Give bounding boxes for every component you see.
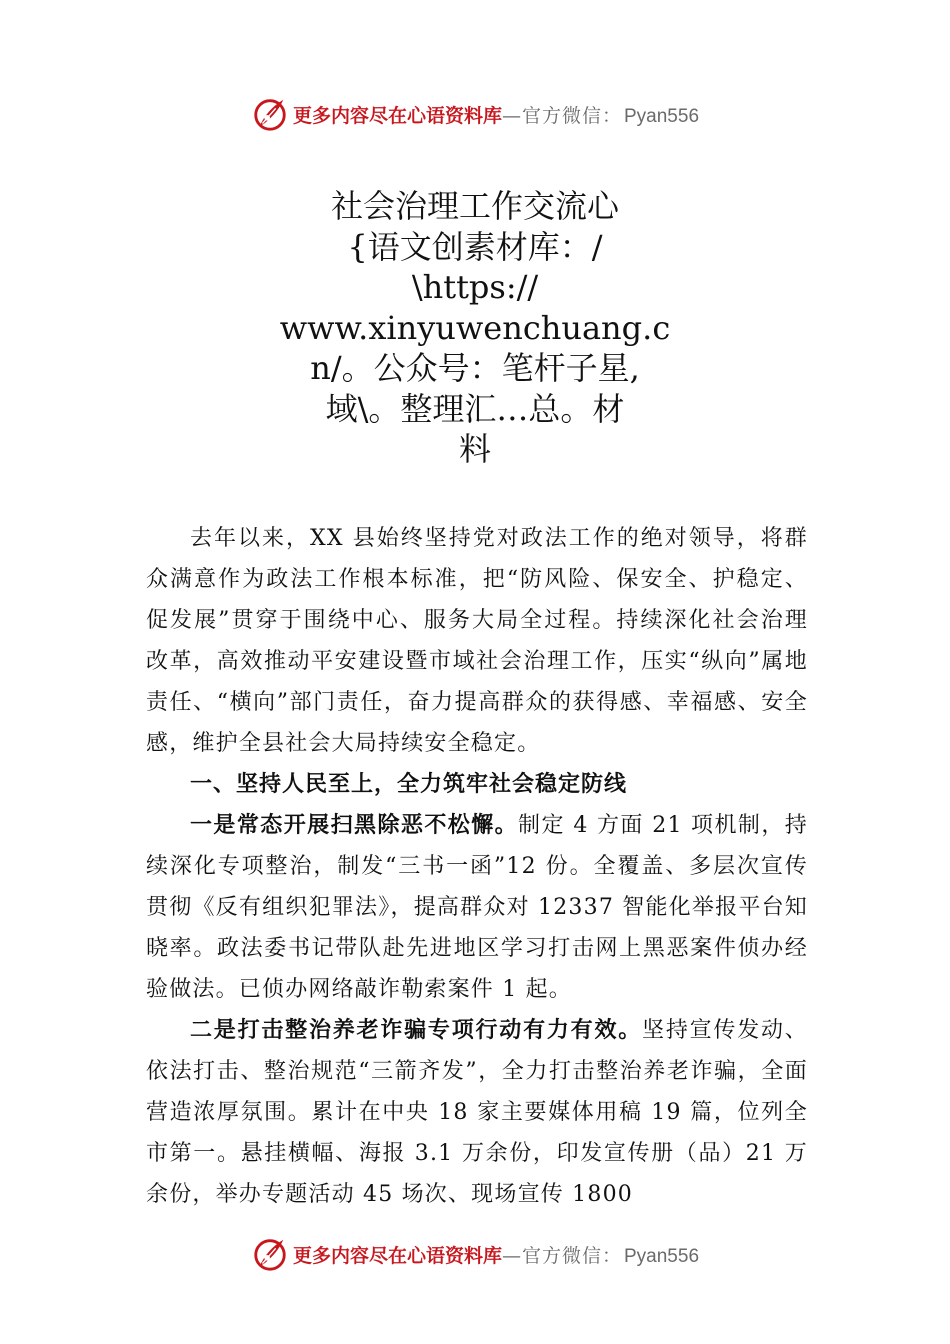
- paragraph-text: 坚持宣传发动、依法打击、整治规范“三箭齐发”，全力打击整治养老诈骗，全面营造浓厚氛围。累计在中央 18 家主要媒体用稿 19 篇，位列全市第一。悬挂横幅、海报 3.1 万余份，印发宣传册（品）21 万余份，举办专题活动 45 场次、现场宣传 1800: [146, 1018, 808, 1207]
- paragraph-lead: 一是常态开展扫黑除恶不松懈。: [190, 812, 519, 838]
- paragraph-anti-gang: [146, 805, 808, 1010]
- banner-library-text: 更多内容尽在心语资料库: [292, 1244, 502, 1267]
- title-line: n/。公众号：笔杆子星,: [310, 349, 640, 387]
- document-body: [146, 518, 808, 1215]
- quill-seal-logo-icon: [251, 95, 289, 133]
- section-heading: 一、坚持人民至上，全力筑牢社会稳定防线: [190, 771, 628, 797]
- banner-wechat-label: —官方微信：: [501, 104, 622, 127]
- title-line: {语文创素材库：/: [347, 227, 603, 266]
- title-line: 料: [458, 430, 491, 468]
- banner-wechat-id: Pyan556: [624, 1245, 700, 1267]
- banner-wechat-id: Pyan556: [624, 105, 700, 127]
- footer-watermark-banner: [0, 1232, 950, 1276]
- intro-paragraph: 去年以来，XX 县始终坚持党对政法工作的绝对领导，将群众满意作为政法工作根本标准，把“防风险、保安全、护稳定、促发展”贯穿于围绕中心、服务大局全过程。持续深化社会治理改革，高效推动平安建设暨市域社会治理工作，压实“纵向”属地责任、“横向”部门责任，奋力提高群众的获得感、幸福感、安全感，维护全县社会大局持续安全稳定。: [146, 526, 808, 756]
- paragraph-elderly-fraud: [146, 1010, 808, 1215]
- banner-wechat-label: —官方微信：: [501, 1244, 622, 1267]
- header-watermark-banner: [0, 92, 950, 136]
- title-line: \https://: [411, 268, 539, 306]
- quill-seal-logo-icon: [251, 1235, 289, 1273]
- document-title: [275, 186, 675, 470]
- title-line: www.xinyuwenchuang.c: [279, 308, 671, 347]
- title-line: 域\。整理汇…总。材: [325, 389, 625, 428]
- paragraph-text: 制定 4 方面 21 项机制，持续深化专项整治，制发“三书一函”12 份。全覆盖、多层次宣传贯彻《反有组织犯罪法》，提高群众对 12337 智能化举报平台知晓率。政法委书记带队赴先进地区学习打击网上黑恶案件侦办经验做法。已侦办网络敲诈勒索案件 1 起。: [146, 813, 808, 1002]
- paragraph-lead: 二是打击整治养老诈骗专项行动有力有效。: [190, 1017, 643, 1043]
- title-line: 社会治理工作交流心: [330, 187, 619, 225]
- banner-library-text: 更多内容尽在心语资料库: [292, 104, 502, 127]
